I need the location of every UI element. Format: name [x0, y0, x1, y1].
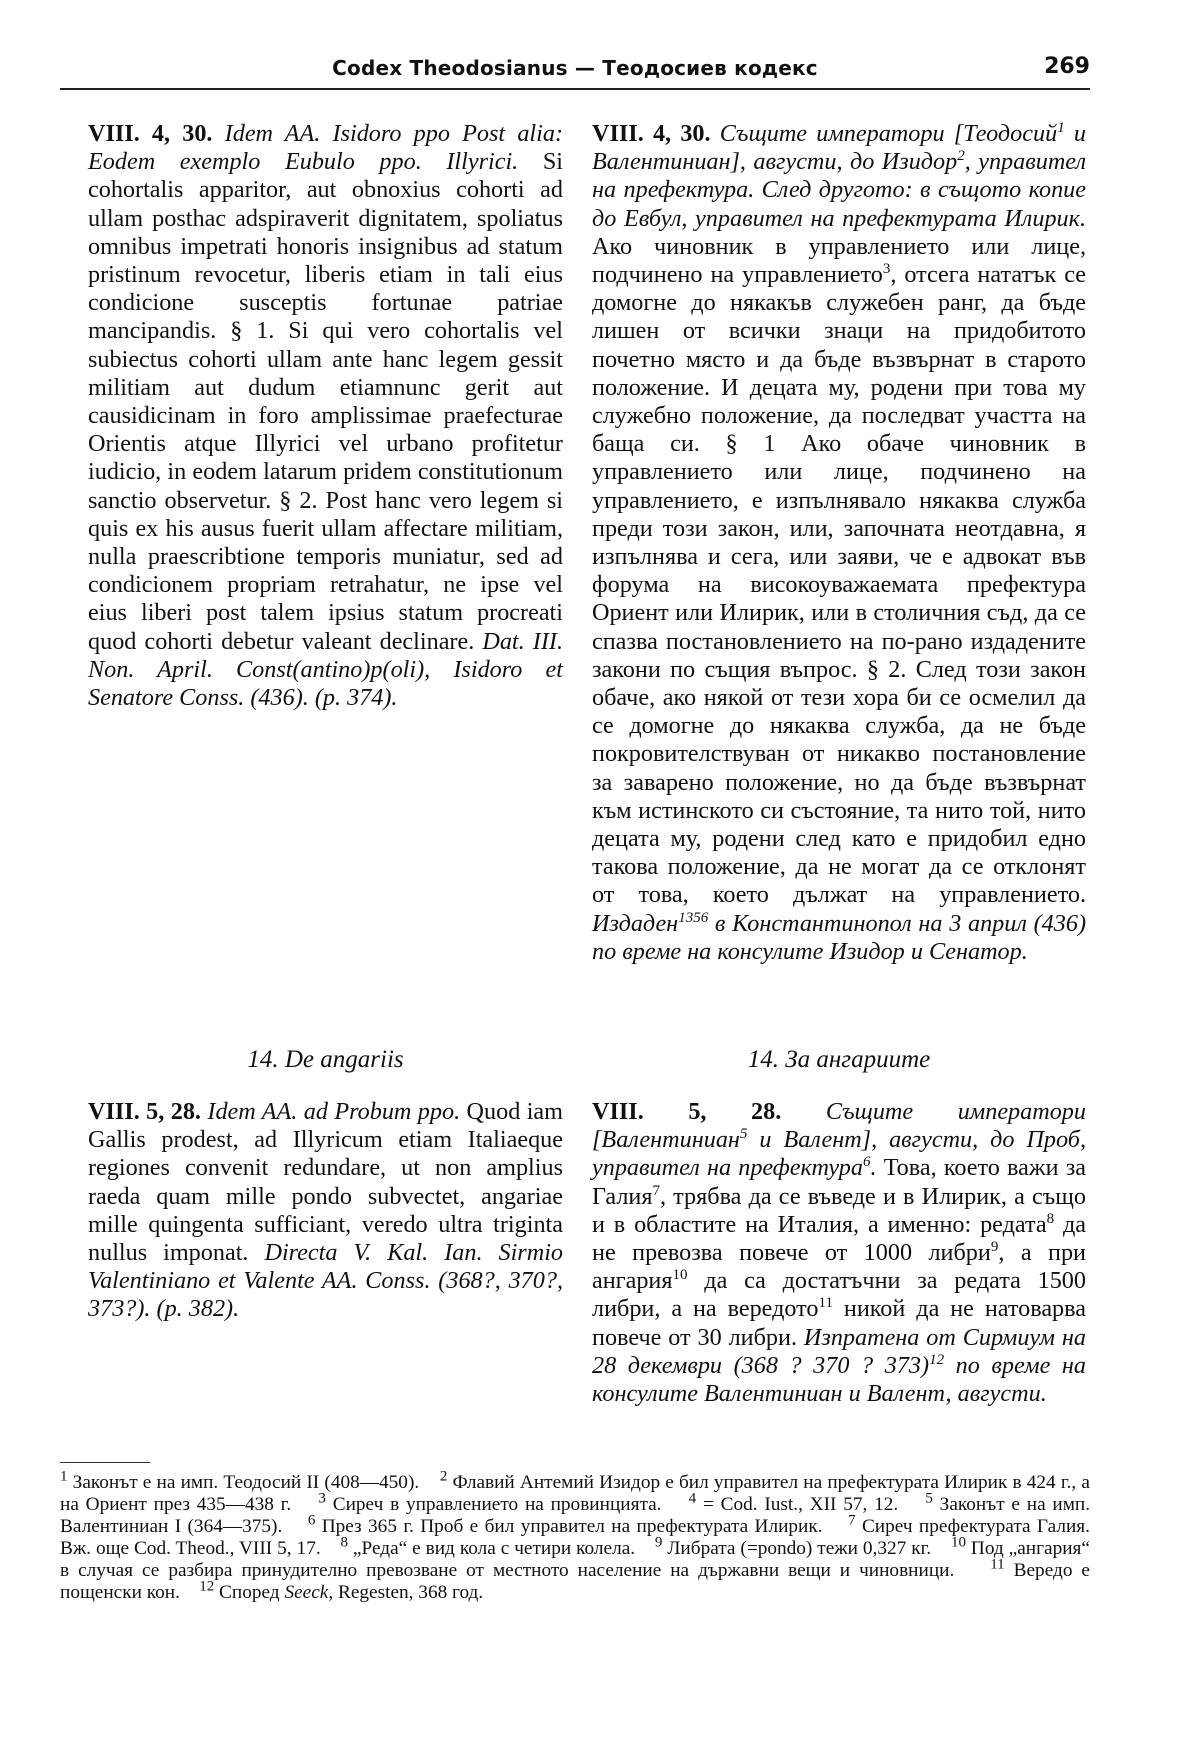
footnote-4: $^4$ = Cod. Iust., XII 57, 12. [688, 1490, 899, 1515]
footnote-ref: 9 [990, 1238, 999, 1255]
footnote-ref: 11 [818, 1295, 833, 1312]
latin-body: Si cohortalis apparitor, aut obnoxius cohorti ad ullam posthac adspiraverit dignitatem, spoliatus omnibus impetrati honoris insignibus ad statum pristinum revocetur, liberis etiam in tali eius condicione susceptis fortunae patriae mancipandis. § 1. Si qui vero cohortalis vel subiectus cohorti ullam ante hanc legem gessit militiam aut dudum etiamnunc gerit aut causidicinam in foro amplissimae praefecturae Orientis atque Illyrici vel urbano profitetur iudicio, in eodem latarum pridem constitutionum sanctio observetur. § 2. Post hanc vero legem si quis ex his ausus fuerit ullam affectare militiam, nulla praescribtione temporis muniatur, sed ad condicionem propriam retrahatur, ne ipse vel eius liberi post talem ipsius statum procreati quod cohorti debetur valeant declinare. [88, 148, 564, 655]
bulgarian-rubric: Същите императори [Валентиниан$^5$ и Валент], августи, до Проб, управител на префектура$^6$. [592, 1098, 1086, 1182]
latin-rubric: Idem AA. ad Probum ppo. [207, 1098, 461, 1125]
footnote-divider [60, 1462, 150, 1463]
footnote-ref: 3 [882, 260, 891, 277]
footnote-ref: 8 [1046, 1210, 1055, 1227]
bulgarian-body: Това, което важи за Галия$^7$, трябва да се въведе и в Илирик, а също и в областите на Италия, а именно: редата$^8$ да не превозва повече от 1000 либри$^9$, а при ангария$^{10}$ да са достатъчни за редата 1500 либри, а на вередото$^{11}$ никой да не натоварва повече от 30 либри. [592, 1154, 1087, 1351]
latin-rubric: Idem AA. Isidoro ppo Post alia: Eodem exemplo Eubulo ppo. Illyrici. [88, 120, 563, 176]
footnote-3: $^3$ Сиреч в управлението на провинцията. [318, 1490, 662, 1515]
footnote-12: $^{12}$ Според Seeck, Regesten, 368 год. [199, 1578, 484, 1603]
latin-date: Dat. III. Non. April. Const(antino)p(oli), Isidoro et Senatore Conss. (436). (p. 374). [88, 627, 564, 712]
page-number: 269 [1044, 54, 1090, 79]
footnote-1: $^1$ Законът е на имп. Теодосий II (408—450). [60, 1468, 420, 1493]
running-title: Codex Theodosianus — Теодосиев кодекс [332, 56, 818, 80]
footnote-ref: 7 [652, 1182, 660, 1199]
footnote-ref: 5 [739, 1126, 748, 1143]
latin-body: Quod iam Gallis prodest, ad Illyricum etiam Italiaeque regiones convenit redundare, ut non amplius raeda quam mille pondo subvectet, angariae mille quingenta sufficiant, veredo ultra triginta nullus imponat. [88, 1098, 563, 1267]
bulgarian-date: Издаден$^{1356}$ в Константинопол на 3 април (436) по време на консулите Изидор и Сенатор. [592, 909, 1086, 965]
footnote-9: $^9$ Либрата (=pondo) тежи 0,327 кг. [654, 1534, 932, 1559]
latin-text-section-2 [88, 1098, 563, 1324]
footnote-ref: 1 [1057, 119, 1065, 136]
footnote-8: $^8$ „Реда“ е вид кола с четири колела. [340, 1534, 636, 1559]
bulgarian-title-heading: 14. За ангариите [747, 1046, 931, 1073]
footnote-7: $^7$ Сиреч префектурата Галия. Вж. още Cod. Theod., VIII 5, 17. [60, 1512, 1090, 1559]
bulgarian-body: Ако чиновник в управлението или лице, подчинено на управлението$^3$, отсега нататък се домогне до някакъв служебен ранг, да бъде лишен от всички знаци на придобитото почетно място и да бъде възвърнат в старото положение. И децата му, родени при това му служебно положение, да последват участта на баща си. § 1 Ако обаче чиновник в управлението или лице, подчинено на управлението, е изпълнявало някаква служба преди този закон, или, започната неотдавна, я изпълнява и сега, или заяви, че е адвокат във форума на високоуважаемата префектура Ориент или Илирик, или в столичния съд, да се спазва постановлението на по-рано издадените закони по същия въпрос. § 2. След този закон обаче, ако някой от тези хора би се осмелил да се домогне до някаква служба, да не бъде покровителствуван от никакво постановление за заварено положение, но да бъде възвърнат към истинското си състояние, та нито той, нито децата му, родени след като е придобил едно такова положение, да не могат да се отклонят от това, което дължат на управлението. [592, 232, 1086, 909]
footnote-5: $^5$ Законът е на имп. Валентиниан I (364—375). [60, 1490, 1091, 1537]
footnote-10: $^{10}$ Под „ангария“ в случая се разбира принудително превозване от местното население на държавни вещи и чиновници. [60, 1534, 1090, 1581]
footnote-6: $^6$ През 365 г. Проб е бил управител на префектурата Илирик. [307, 1512, 823, 1537]
bulgarian-text-section-2 [592, 1098, 1086, 1408]
footnote-11: $^{11}$ Вередо е пощенски кон. [60, 1556, 1090, 1603]
latin-citation: VIII. 5, 28. [88, 1098, 201, 1125]
latin-date: Directa V. Kal. Ian. Sirmio Valentiniano et Valente AA. Conss. (368?, 370?, 373?). (p. 382). [88, 1239, 564, 1323]
bulgarian-citation: VIII. 5, 28. [592, 1098, 782, 1125]
footnote-ref: 12 [929, 1351, 945, 1368]
running-head [60, 52, 1090, 90]
bulgarian-rubric: Същите императори [Теодосий$^1$ и Валентиниан], августи, до Изидор$^2$, управител на префектура. След другото: в същото копие до Евбул, управител на префектурата Илирик. [592, 119, 1086, 232]
footnotes [60, 1468, 1091, 1604]
latin-citation: VIII. 4, 30. [88, 120, 213, 147]
footnote-ref: 2 [957, 148, 965, 165]
footnote-ref: 1356 [678, 909, 709, 926]
latin-text-section-1 [88, 120, 563, 712]
bulgarian-date: Изпратена от Сирмиум на 28 декември (368 ? 370 ? 373)$^{12}$ по време на консулите Валентиниан и Валент, августи. [592, 1323, 1086, 1408]
latin-title-heading: 14. De angariis [247, 1046, 404, 1073]
bulgarian-citation: VIII. 4, 30. [592, 120, 711, 147]
footnote-ref: 6 [862, 1154, 871, 1171]
bulgarian-text-section-1 [592, 120, 1086, 966]
footnote-ref: 10 [672, 1267, 688, 1284]
footnote-2: $^2$ Флавий Антемий Изидор е бил управител на префектурата Илирик в 424 г., а на Ориент през 435—438 г. [60, 1468, 1090, 1515]
